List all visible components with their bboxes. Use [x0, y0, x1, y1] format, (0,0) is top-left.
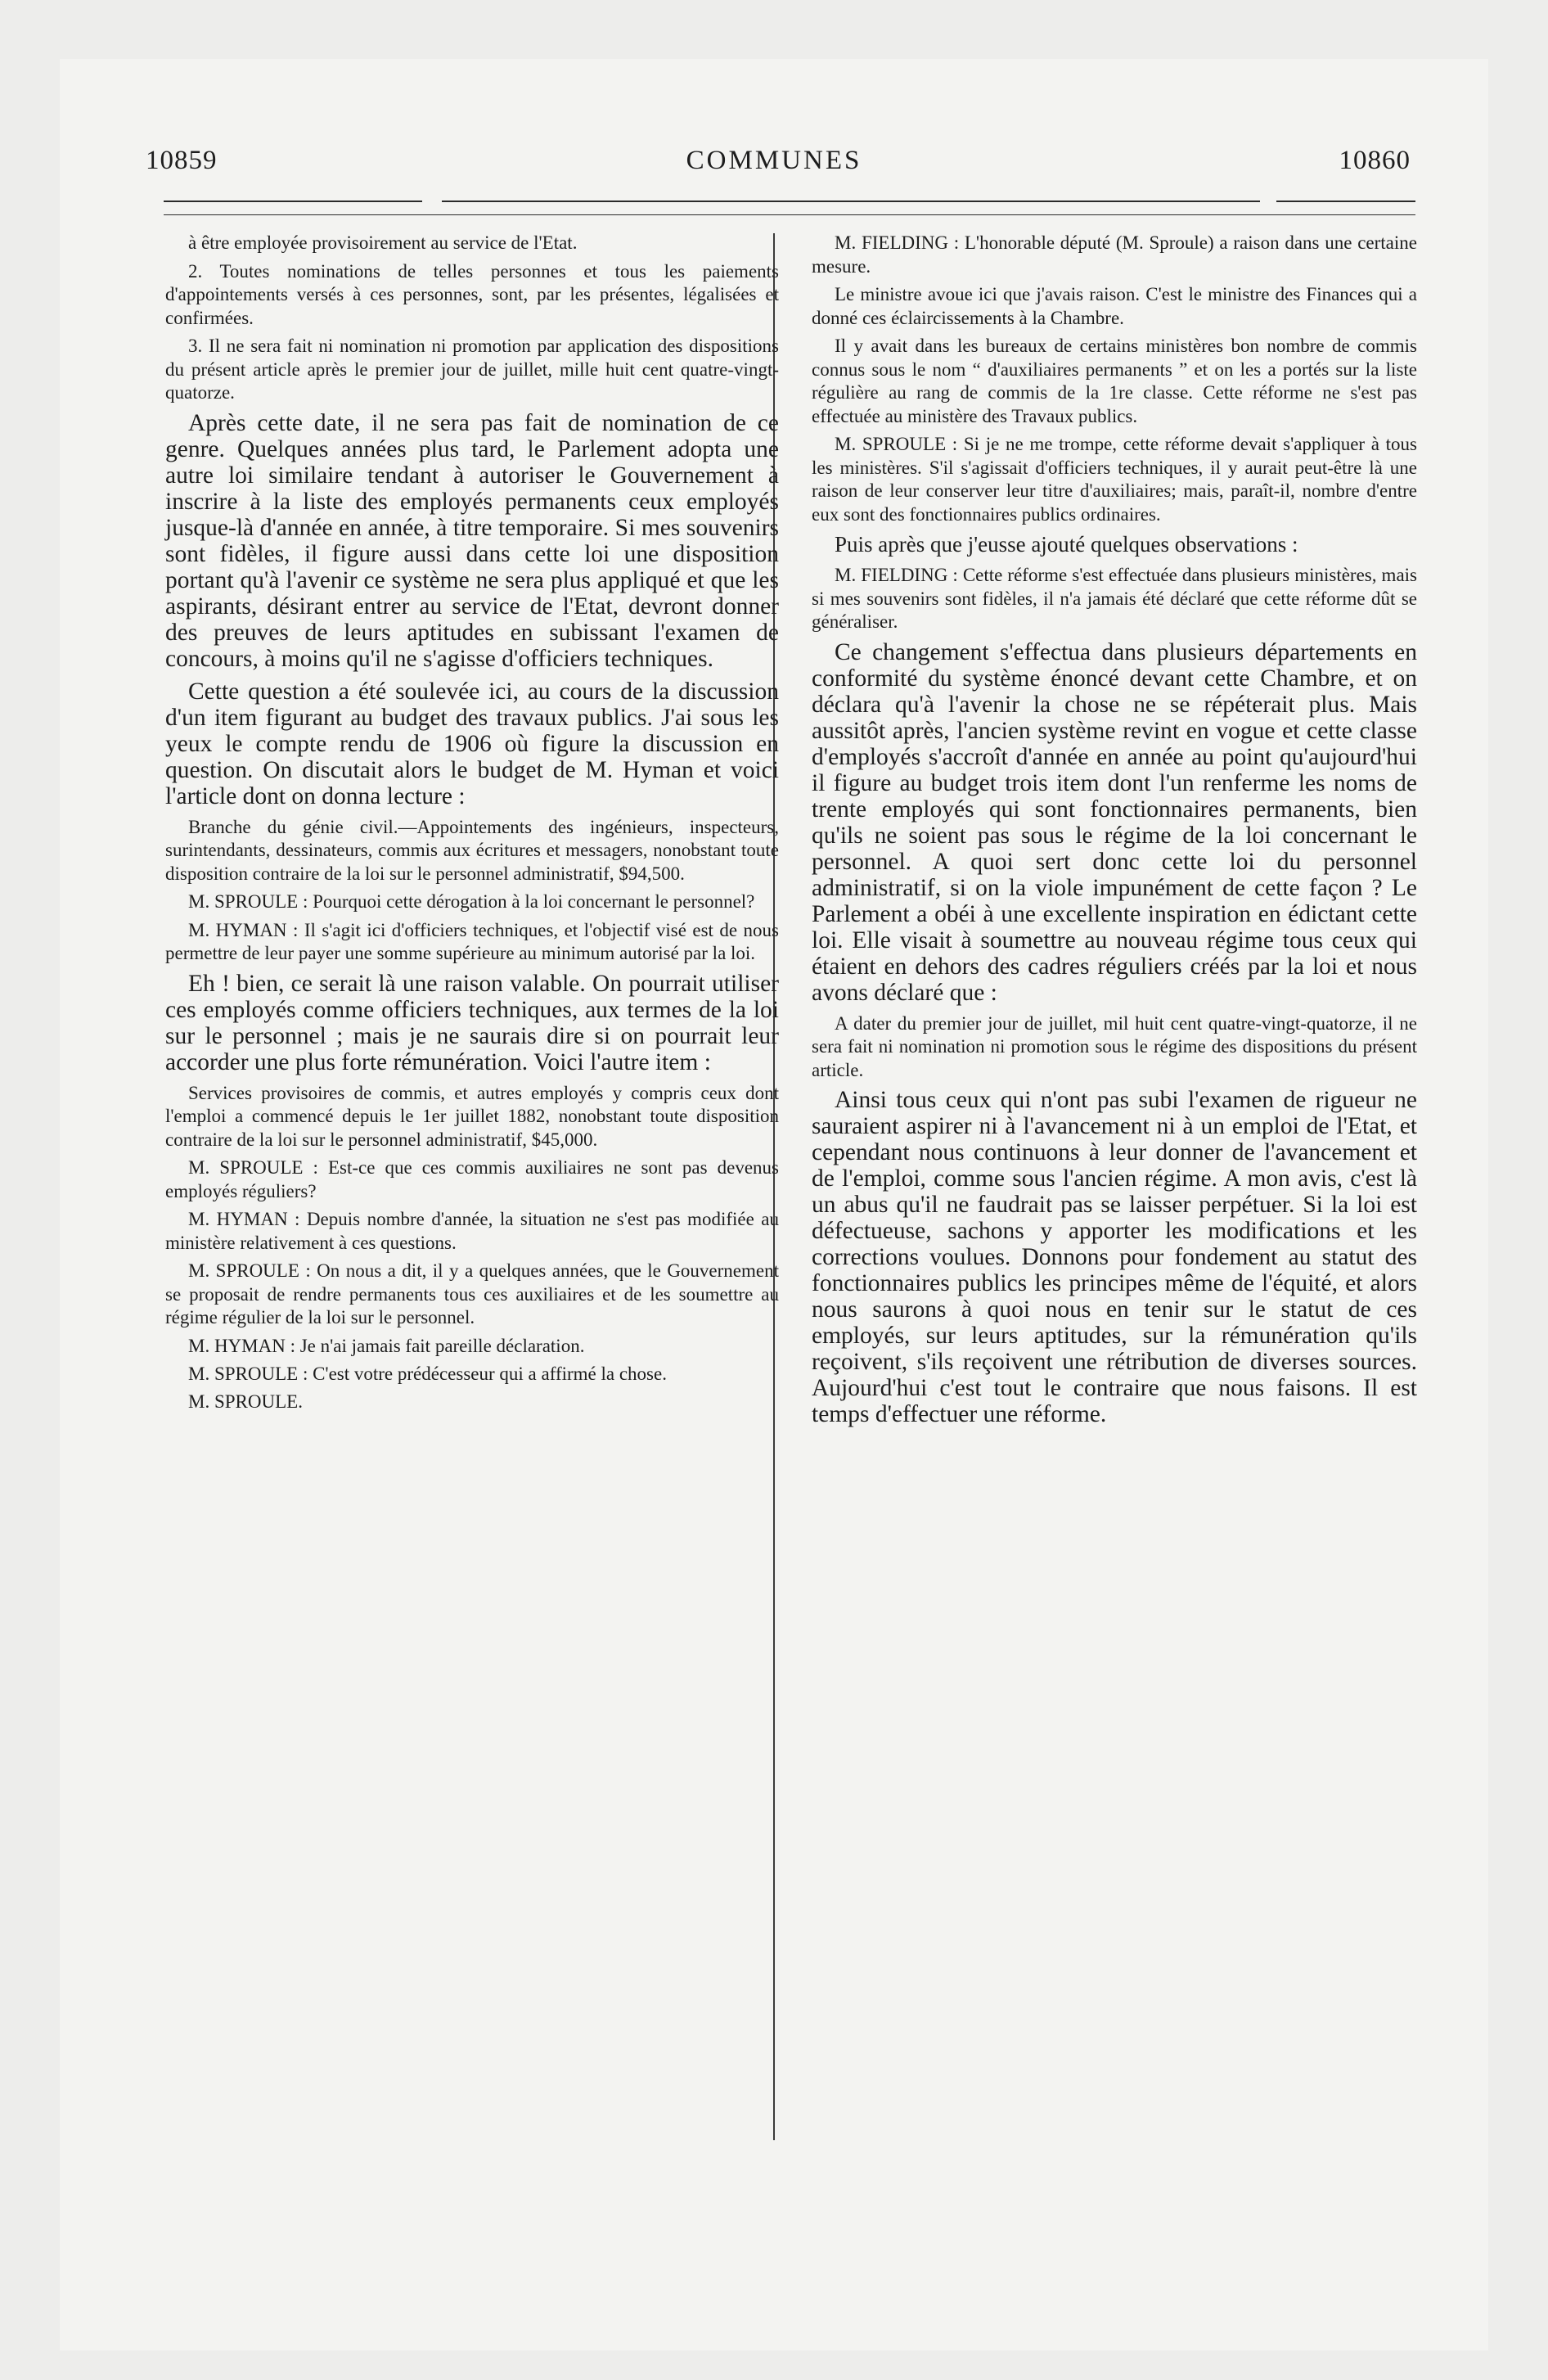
- right-page-number: 10860: [1339, 146, 1411, 175]
- right-column: [812, 232, 1417, 1434]
- left-page-number: 10859: [146, 146, 218, 175]
- page-title: COMMUNES: [686, 146, 862, 175]
- header-rule: [442, 201, 1260, 202]
- paragraph: à être employée provisoirement au service de l'Etat.: [188, 232, 578, 253]
- paragraph: M. HYMAN : Il s'agit ici d'officiers techniques, et l'objectif visé est de nous permettre de leur payer une somme supérieure au minimum autorisé par la loi.: [165, 919, 779, 963]
- paragraph: M. SPROULE : Pourquoi cette dérogation à la loi concernant le personnel?: [188, 891, 755, 912]
- paragraph: Le ministre avoue ici que j'avais raison. C'est le ministre des Finances qui a donné ces éclaircissements à la Chambre.: [812, 284, 1417, 328]
- header-rule: [164, 201, 422, 202]
- paragraph: Cette question a été soulevée ici, au cours de la discussion d'un item figurant au budget des travaux publics. J'ai sous les yeux le compte rendu de 1906 où figure la discussion en question. On discutait alors le budget de M. Hyman et voici l'article dont on donna lecture :: [165, 678, 779, 809]
- paragraph: M. SPROULE : C'est votre prédécesseur qui a affirmé la chose.: [188, 1364, 667, 1384]
- paragraph: Services provisoires de commis, et autres employés y compris ceux dont l'emploi a commencé depuis le 1er juillet 1882, nonobstant toute disposition contraire de la loi sur le personnel administratif, $45,000.: [165, 1082, 779, 1150]
- left-column: [165, 232, 779, 1413]
- page-header: [0, 146, 1548, 187]
- paragraph: 3. Il ne sera fait ni nomination ni promotion par application des dispositions du présent article après le premier jour de juillet, mille huit cent quatre-vingt-quatorze.: [165, 336, 779, 403]
- paragraph: A dater du premier jour de juillet, mil huit cent quatre-vingt-quatorze, il ne sera fait ni nomination ni promotion sous le régime des dispositions du présent article.: [812, 1012, 1417, 1080]
- paragraph: M. SPROULE : Est-ce que ces commis auxiliaires ne sont pas devenus employés réguliers?: [165, 1157, 779, 1201]
- paragraph: Puis après que j'eusse ajouté quelques observations :: [835, 532, 1298, 557]
- header-rule: [164, 214, 1415, 215]
- paragraph: M. SPROULE : On nous a dit, il y a quelques années, que le Gouvernement se proposait de rendre permanents tous ces auxiliaires et de les soumettre au régime régulier de la loi sur le personnel.: [165, 1260, 779, 1327]
- paragraph: M. HYMAN : Je n'ai jamais fait pareille déclaration.: [188, 1335, 585, 1356]
- paragraph: Ainsi tous ceux qui n'ont pas subi l'examen de rigueur ne sauraient aspirer ni à l'avancement ni à un emploi de l'Etat, et cependant nous continuons à leur donner de l'avancement et de l'emploi, comme sous l'ancien régime. A mon avis, c'est là un abus qu'il ne faudrait pas se laisser perpétuer. Si la loi est défectueuse, sachons y apporter les modifications et les corrections voulues. Donnons pour fondement au statut des fonctionnaires publics les principes même de l'équité, et alors nous saurons à quoi nous en tenir sur le statut de ces employés, sur leurs aptitudes, sur la rémunération qu'ils reçoivent, s'ils reçoivent une rétribution de diverses sources. Aujourd'hui c'est tout le contraire que nous faisons. Il est temps d'effectuer une réforme.: [812, 1087, 1417, 1427]
- paragraph: M. HYMAN : Depuis nombre d'année, la situation ne s'est pas modifiée au ministère relativement à ces questions.: [165, 1209, 779, 1253]
- paragraph: M. SPROULE.: [188, 1391, 303, 1412]
- paragraph: Eh ! bien, ce serait là une raison valable. On pourrait utiliser ces employés comme officiers techniques, aux termes de la loi sur le personnel ; mais je ne saurais dire si on pourrait leur accorder une plus forte rémunération. Voici l'autre item :: [165, 970, 779, 1075]
- paragraph: Branche du génie civil.—Appointements des ingénieurs, inspecteurs, surintendants, dessinateurs, commis aux écritures et messagers, nonobstant toute disposition contraire de la loi sur le personnel administratif, $94,500.: [165, 816, 779, 884]
- paragraph: 2. Toutes nominations de telles personnes et tous les paiements d'appointements versés à ces personnes, sont, par les présentes, légalisées et confirmées.: [165, 260, 779, 328]
- paragraph: Il y avait dans les bureaux de certains ministères bon nombre de commis connus sous le nom “ d'auxiliaires permanents ” et on les a portés sur la liste régulière au rang de commis de la 1re classe. Cette réforme ne s'est pas effectuée au ministère des Travaux publics.: [812, 336, 1417, 426]
- paragraph: M. SPROULE : Si je ne me trompe, cette réforme devait s'appliquer à tous les ministères. S'il s'agissait d'officiers techniques, il y aurait peut-être là une raison de leur conserver leur titre d'auxiliaires; mais, paraît-il, nombre d'entre eux sont des fonctionnaires publics ordinaires.: [812, 434, 1417, 525]
- paragraph: M. FIELDING : Cette réforme s'est effectuée dans plusieurs ministères, mais si mes souvenirs sont fidèles, il n'a jamais été déclaré que cette réforme dût se généraliser.: [812, 565, 1417, 632]
- header-rule: [1276, 201, 1415, 202]
- paragraph: Après cette date, il ne sera pas fait de nomination de ce genre. Quelques années plus tard, le Parlement adopta une autre loi similaire tendant à autoriser le Gouvernement à inscrire à la liste des employés permanents ceux employés jusque-là d'année en année, à titre temporaire. Si mes souvenirs sont fidèles, il figure aussi dans cette loi une disposition portant qu'à l'avenir ce système ne sera plus appliqué et que les aspirants, désirant entrer au service de l'Etat, devront donner des preuves de leurs aptitudes en subissant l'examen de concours, à moins qu'il ne s'agisse d'officiers techniques.: [165, 409, 779, 672]
- paragraph: M. FIELDING : L'honorable député (M. Sproule) a raison dans une certaine mesure.: [812, 232, 1417, 277]
- paragraph: Ce changement s'effectua dans plusieurs départements en conformité du système énoncé devant cette Chambre, et on déclara qu'à l'avenir la chose ne se répéterait plus. Mais aussitôt après, l'ancien système revint en vogue et cette classe d'employés s'accroît d'année en année au point qu'aujourd'hui il figure au budget trois item dont l'un renferme les noms de trente employés qui sont fonctionnaires permanents, bien qu'ils ne soient pas sous le régime de la loi concernant le personnel. A quoi sert donc cette loi du personnel administratif, si on la viole impunément de cette façon ? Le Parlement a obéi à une excellente inspiration en édictant cette loi. Elle visait à soumettre au nouveau régime tous ceux qui étaient en dehors des cadres réguliers créés par la loi et nous avons déclaré que :: [812, 638, 1417, 1006]
